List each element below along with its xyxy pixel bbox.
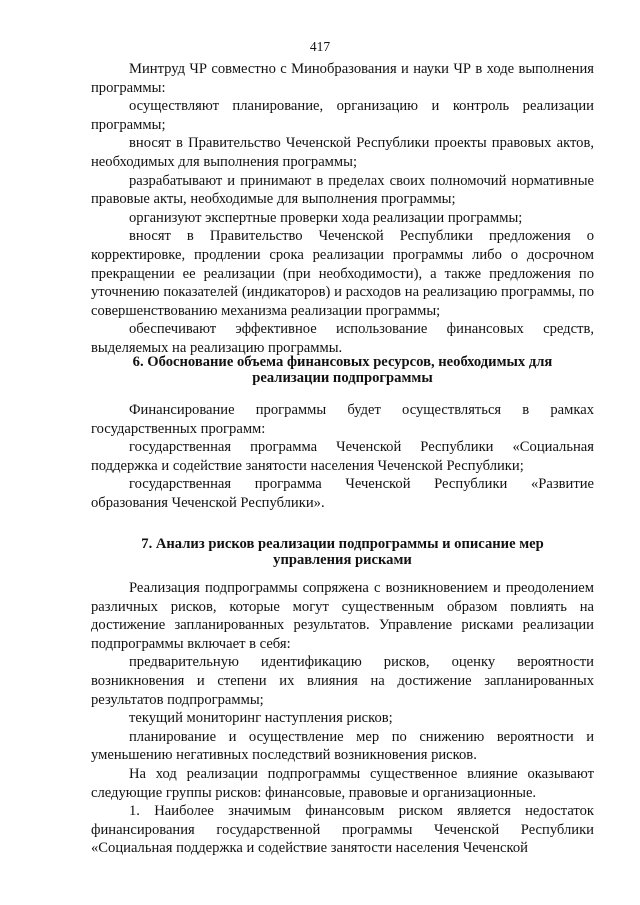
paragraph: организуют экспертные проверки хода реализации программы; [129,209,523,226]
paragraph: государственная программа Чеченской Республики «Социальная поддержка и содействие занятости населения Чеченской Республики; [91,439,594,474]
paragraph: вносят в Правительство Чеченской Республики проекты правовых актов, необходимых для выполнения программы; [91,135,594,170]
paragraph: государственная программа Чеченской Республики «Развитие образования Чеченской Республики». [91,476,594,511]
paragraph: На ход реализации подпрограммы существенное влияние оказывают следующие группы рисков: финансовые, правовые и организационные. [91,765,594,801]
paragraph: 1. Наиболее значимым финансовым риском является недостаток финансирования государственной программы Чеченской Республики «Социальная поддержка и содействие занятости населения Чеченской [91,803,594,857]
paragraph: осуществляют планирование, организацию и контроль реализации программы; [91,98,594,133]
heading-line: 6. Обоснование объема финансовых ресурсов, необходимых для [132,354,553,370]
paragraph: Финансирование программы будет осуществляться в рамках государственных программ: [91,402,594,437]
heading-line: 7. Анализ рисков реализации подпрограммы и описание мер [141,536,544,552]
intro-block [91,60,594,358]
page-number: 417 [309,39,331,54]
section-6-body [91,401,594,513]
section-6-heading [91,354,594,386]
paragraph: Реализация подпрограммы сопряжена с возникновением и преодолением различных рисков, которые могут существенным образом повлиять на достижение запланированных результатов. Управление рисками реализации подпрограммы включает в себя: [91,580,594,652]
paragraph: вносят в Правительство Чеченской Республики предложения о корректировке, продлении срока реализации программы либо о досрочном прекращении ее реализации (при необходимости), а также предложения по уточнению показателей (индикаторов) и расходов на реализацию программы, по совершенствованию механизма реализации программы; [91,228,594,319]
paragraph: обеспечивают эффективное использование финансовых средств, выделяемых на реализацию программы. [91,321,594,356]
paragraph: Минтруд ЧР совместно с Минобразования и науки ЧР в ходе выполнения программы: [91,61,594,96]
heading-line: управления рисками [273,552,412,568]
heading-line: реализации подпрограммы [252,370,433,386]
paragraph: предварительную идентификацию рисков, оценку вероятности возникновения и степени их влияния на достижение запланированных результатов подпрограммы; [91,654,594,708]
section-7-heading [91,536,594,568]
paragraph: разрабатывают и принимают в пределах своих полномочий нормативные правовые акты, необходимые для выполнения программы; [91,172,594,208]
paragraph: текущий мониторинг наступления рисков; [129,710,393,727]
section-7-body [91,579,594,858]
paragraph: планирование и осуществление мер по снижению вероятности и уменьшению негативных последствий возникновения рисков. [91,728,594,764]
